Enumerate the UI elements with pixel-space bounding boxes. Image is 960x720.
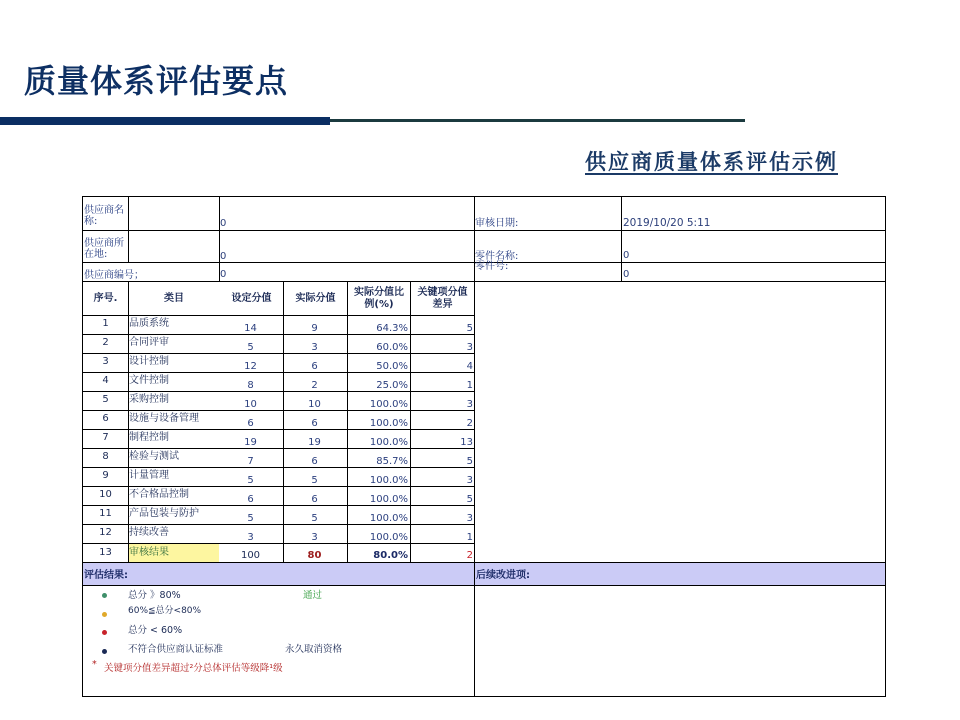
green-dot-icon xyxy=(102,593,107,598)
row-actual-score: 3 xyxy=(311,532,318,543)
row-index: 9 xyxy=(102,470,109,481)
row-actual-score: 6 xyxy=(311,361,318,372)
row-category: 采购控制 xyxy=(129,394,169,405)
row-key-diff: 4 xyxy=(466,361,473,372)
row-set-score: 6 xyxy=(247,494,254,505)
row-category: 持续改善 xyxy=(129,527,169,538)
row-category: 制程控制 xyxy=(129,432,169,443)
subtitle: 供应商质量体系评估示例 xyxy=(585,149,838,174)
row-index: 3 xyxy=(102,356,109,367)
divider xyxy=(128,197,129,262)
navy-dot-icon xyxy=(102,649,107,654)
table-row xyxy=(83,468,475,487)
row-category: 文件控制 xyxy=(129,375,169,386)
audit-result-label: 审核结果 xyxy=(129,544,219,563)
legend-conditional-criteria: 60%≦总分<80% xyxy=(128,606,202,616)
row-key-diff: 3 xyxy=(466,475,473,486)
key-item-note: 关键项分值差异超过²分总体评估等级降¹级 xyxy=(104,663,283,674)
header-key-diff: 关键项分值差异 xyxy=(417,286,468,310)
header-category: 类目 xyxy=(164,292,184,304)
header-index: 序号. xyxy=(93,292,118,304)
table-row xyxy=(83,430,475,449)
row-key-diff: 5 xyxy=(466,456,473,467)
row-ratio: 100.0% xyxy=(369,399,408,410)
supplier-name-value[interactable]: 0 xyxy=(220,218,227,229)
row-actual-score: 6 xyxy=(311,418,318,429)
row-key-diff: 3 xyxy=(466,342,473,353)
row-set-score: 7 xyxy=(247,456,254,467)
header-actual-ratio: 实际分值比例(%) xyxy=(354,286,404,310)
table-row xyxy=(83,354,475,373)
total-key-diff: 2 xyxy=(466,550,473,561)
divider xyxy=(621,197,622,281)
row-category: 产品包装与防护 xyxy=(129,508,199,519)
evaluation-band xyxy=(83,563,474,585)
row-actual-score: 3 xyxy=(311,342,318,353)
row-category: 计量管理 xyxy=(129,470,169,481)
improvement-band xyxy=(475,563,885,585)
header-actual-score: 实际分值 xyxy=(295,292,336,304)
supplier-name-label: 供应商名称: xyxy=(84,205,124,227)
legend-disqualify-result: 永久取消资格 xyxy=(285,644,343,655)
row-set-score: 12 xyxy=(244,361,257,372)
row-key-diff: 13 xyxy=(460,437,473,448)
divider xyxy=(83,230,885,231)
supplier-code-label: 供应商编号； xyxy=(84,270,144,281)
row-index: 11 xyxy=(99,508,112,519)
yellow-dot-icon xyxy=(102,612,107,617)
row-actual-score: 10 xyxy=(308,399,321,410)
table-row xyxy=(83,373,475,392)
row-set-score: 6 xyxy=(247,418,254,429)
row-key-diff: 3 xyxy=(466,399,473,410)
evaluation-label: 评估结果: xyxy=(84,570,128,581)
improvement-label: 后续改进项: xyxy=(476,570,530,581)
row-actual-score: 5 xyxy=(311,513,318,524)
row-ratio: 64.3% xyxy=(376,323,408,334)
total-ratio: 80.0% xyxy=(373,550,408,561)
row-set-score: 14 xyxy=(244,323,257,334)
row-category: 检验与测试 xyxy=(129,451,179,462)
row-category: 品质系统 xyxy=(129,318,169,329)
row-key-diff: 5 xyxy=(466,323,473,334)
row-ratio: 100.0% xyxy=(369,494,408,505)
row-actual-score: 2 xyxy=(311,380,318,391)
supplier-location-value[interactable]: 0 xyxy=(220,251,227,262)
row-index: 13 xyxy=(99,547,112,558)
total-actual-score: 80 xyxy=(307,550,322,561)
legend-pass-result: 通过 xyxy=(303,590,323,601)
part-name-label: 零件名称: xyxy=(475,251,519,262)
table-row xyxy=(83,506,475,525)
row-index: 7 xyxy=(102,432,109,443)
row-index: 2 xyxy=(102,337,109,348)
supplier-location-label: 供应商所在地: xyxy=(84,238,124,260)
row-index: 5 xyxy=(102,394,109,405)
row-ratio: 50.0% xyxy=(376,361,408,372)
legend-fail-criteria: 总分 < 60% xyxy=(128,625,183,636)
part-number-value[interactable]: 0 xyxy=(623,269,630,280)
row-ratio: 85.7% xyxy=(376,456,408,467)
row-index: 10 xyxy=(99,489,112,500)
row-actual-score: 5 xyxy=(311,475,318,486)
row-key-diff: 2 xyxy=(466,418,473,429)
row-set-score: 3 xyxy=(247,532,254,543)
table-row xyxy=(83,316,475,335)
audit-date-label: 审核日期: xyxy=(475,218,519,229)
row-set-score: 19 xyxy=(244,437,257,448)
row-key-diff: 3 xyxy=(466,513,473,524)
page-title: 质量体系评估要点 xyxy=(24,62,289,100)
row-key-diff: 1 xyxy=(466,532,473,543)
row-set-score: 5 xyxy=(247,342,254,353)
row-set-score: 5 xyxy=(247,475,254,486)
row-ratio: 100.0% xyxy=(369,418,408,429)
supplier-code-value[interactable]: 0 xyxy=(220,269,227,280)
row-ratio: 100.0% xyxy=(369,475,408,486)
audit-date-value[interactable]: 2019/10/20 5:11 xyxy=(623,217,711,229)
row-key-diff: 5 xyxy=(466,494,473,505)
total-set-score: 100 xyxy=(240,550,261,561)
row-ratio: 100.0% xyxy=(369,532,408,543)
row-actual-score: 6 xyxy=(311,494,318,505)
row-category: 设施与设备管理 xyxy=(129,413,199,424)
row-category: 设计控制 xyxy=(129,356,169,367)
red-dot-icon xyxy=(102,630,107,635)
header-set-score: 设定分值 xyxy=(231,292,272,304)
legend-pass-criteria: 总分 》80% xyxy=(128,590,181,601)
row-index: 1 xyxy=(102,318,109,329)
row-index: 8 xyxy=(102,451,109,462)
row-ratio: 25.0% xyxy=(376,380,408,391)
note-marker: * xyxy=(92,659,97,670)
row-ratio: 100.0% xyxy=(369,513,408,524)
title-rule-thick xyxy=(0,117,330,125)
part-name-value[interactable]: 0 xyxy=(623,250,630,261)
row-category: 合同评审 xyxy=(129,337,169,348)
row-index: 6 xyxy=(102,413,109,424)
table-row xyxy=(83,335,475,354)
row-key-diff: 1 xyxy=(466,380,473,391)
table-row xyxy=(83,449,475,468)
row-category: 不合格品控制 xyxy=(129,489,189,500)
row-ratio: 60.0% xyxy=(376,342,408,353)
part-number-label: 零件号: xyxy=(475,261,509,272)
title-rule-thin xyxy=(330,119,745,122)
legend-disqualify-criteria: 不符合供应商认证标准 xyxy=(128,644,224,655)
table-row xyxy=(83,487,475,506)
row-index: 12 xyxy=(99,527,112,538)
row-actual-score: 9 xyxy=(311,323,318,334)
row-ratio: 100.0% xyxy=(369,437,408,448)
evaluation-sheet xyxy=(82,196,886,697)
row-index: 4 xyxy=(102,375,109,386)
row-set-score: 5 xyxy=(247,513,254,524)
table-row-total xyxy=(83,544,475,562)
row-set-score: 10 xyxy=(244,399,257,410)
row-set-score: 8 xyxy=(247,380,254,391)
table-row xyxy=(83,392,475,411)
table-row xyxy=(83,525,475,544)
row-actual-score: 19 xyxy=(308,437,321,448)
table-row xyxy=(83,411,475,430)
row-actual-score: 6 xyxy=(311,456,318,467)
divider xyxy=(83,585,885,586)
